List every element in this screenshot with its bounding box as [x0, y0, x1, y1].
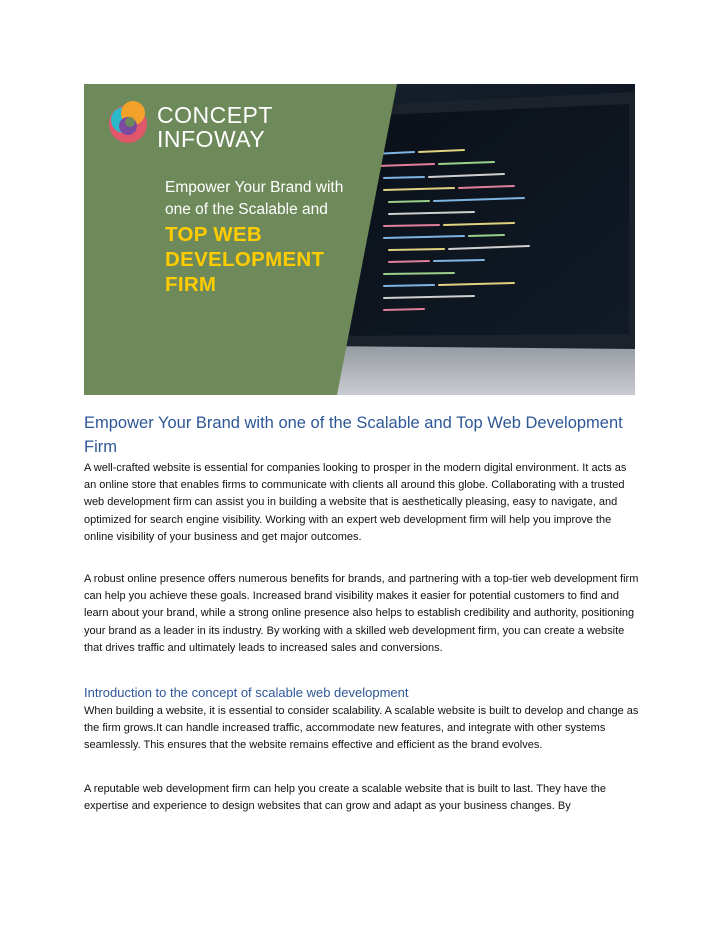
section-paragraph-1: When building a website, it is essential to consider scalability. A scalable website is built to develop and change as the firm grows.It can handle increased traffic, accommodate new features, and integrate with other systems seamlessly. This ensures that the website remains effective and efficient as the brand evolves.: [84, 705, 639, 752]
banner-headline-line-1: TOP WEB: [165, 223, 263, 246]
article-paragraph-2: A robust online presence offers numerous benefits for brands, and partnering with a top-tier web development firm can help you achieve these goals. Increased brand visibility makes it easier for potential customers to find and learn about your brand, while a strong online presence also helps to establish credibility and authority, positioning your brand as a leader in its industry. By working with a skilled web development firm, you can create a website that drives traffic and ultimately leads to increased sales and conversions.: [84, 573, 639, 654]
hero-banner-image: [84, 84, 635, 395]
banner-tagline-line-1: Empower Your Brand with: [165, 179, 344, 196]
concept-infoway-logo-icon: [106, 96, 154, 148]
banner-headline-line-3: FIRM: [165, 273, 217, 296]
banner-tagline-line-2: one of the Scalable and: [165, 201, 328, 218]
section-paragraph-2: A reputable web development firm can help you create a scalable website that is built to last. They have the expertise and experience to design websites that can grow and adapt as your business changes. By: [84, 783, 606, 813]
banner-headline-line-2: DEVELOPMENT: [165, 248, 325, 271]
article-title: Empower Your Brand with one of the Scalable and Top Web Development Firm: [84, 414, 623, 456]
logo-text-line-1: CONCEPT: [157, 102, 273, 128]
section-heading: Introduction to the concept of scalable web development: [84, 685, 409, 700]
logo-text-line-2: INFOWAY: [157, 126, 266, 152]
article-paragraph-1: A well-crafted website is essential for companies looking to prosper in the modern digital environment. It acts as an online store that enables firms to communicate with clients all around this globe. Collaborating with a trusted web development firm can assist you in building a website that is aesthetically pleasing, easy to navigate, and optimized for search engine visibility. Working with an expert web development firm will help you improve the online visibility of your business and get major outcomes.: [84, 462, 627, 543]
